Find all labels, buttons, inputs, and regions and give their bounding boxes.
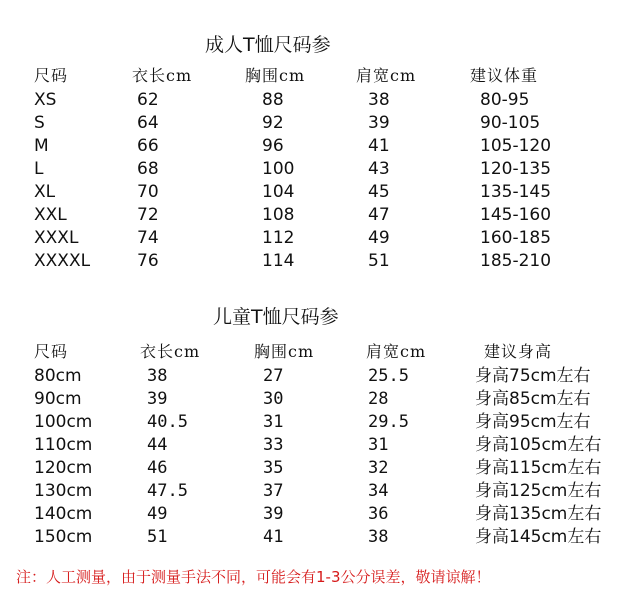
shoulder-cell: 32 [368, 458, 389, 478]
shoulder-cell: 39 [368, 113, 390, 133]
adult-row [0, 112, 620, 134]
length-cell: 49 [147, 504, 168, 524]
chest-cell: 104 [262, 182, 295, 202]
size-cell: L [34, 159, 44, 179]
chest-cell: 112 [262, 228, 295, 248]
size-cell: 110cm [34, 435, 93, 455]
shoulder-cell: 28 [368, 389, 389, 409]
adult-header-weight: 建议体重 [470, 66, 539, 85]
length-cell: 39 [147, 389, 168, 409]
adult-row [0, 89, 620, 111]
chest-cell: 27 [263, 366, 284, 386]
size-cell: 80cm [34, 366, 82, 386]
adult-row [0, 204, 620, 226]
shoulder-cell: 38 [368, 527, 389, 547]
size-cell: 120cm [34, 458, 93, 478]
chest-cell: 88 [262, 90, 284, 110]
size-cell: XS [34, 90, 57, 110]
chest-cell: 31 [263, 412, 284, 432]
height-cell: 身高135cm左右 [475, 504, 602, 524]
chest-cell: 41 [263, 527, 284, 547]
size-cell: M [34, 136, 49, 156]
shoulder-cell: 34 [368, 481, 389, 501]
child-row [0, 434, 620, 456]
chest-cell: 39 [263, 504, 284, 524]
length-cell: 72 [137, 205, 159, 225]
child-row [0, 503, 620, 525]
child-header-shoulder: 肩宽cm [366, 342, 427, 361]
length-cell: 74 [137, 228, 159, 248]
child-header-height: 建议身高 [484, 342, 553, 361]
shoulder-cell: 45 [368, 182, 390, 202]
length-cell: 47.5 [147, 481, 188, 501]
weight-cell: 90-105 [480, 113, 541, 133]
measurement-note: 注：人工测量，由于测量手法不同，可能会有1-3公分误差，敬请谅解！ [16, 568, 491, 586]
length-cell: 51 [147, 527, 168, 547]
shoulder-cell: 47 [368, 205, 390, 225]
shoulder-cell: 25.5 [368, 366, 409, 386]
height-cell: 身高115cm左右 [475, 458, 602, 478]
shoulder-cell: 43 [368, 159, 390, 179]
size-cell: 140cm [34, 504, 93, 524]
adult-header-shoulder: 肩宽cm [356, 66, 417, 85]
height-cell: 身高125cm左右 [475, 481, 602, 501]
child-row [0, 526, 620, 548]
weight-cell: 80-95 [480, 90, 530, 110]
length-cell: 38 [147, 366, 168, 386]
adult-header-chest: 胸围cm [245, 66, 306, 85]
shoulder-cell: 29.5 [368, 412, 409, 432]
size-cell: S [34, 113, 45, 133]
adult-row [0, 135, 620, 157]
size-cell: XXL [34, 205, 67, 225]
chest-cell: 108 [262, 205, 295, 225]
adult-row [0, 250, 620, 272]
length-cell: 70 [137, 182, 159, 202]
child-header-length: 衣长cm [140, 342, 201, 361]
weight-cell: 185-210 [480, 251, 552, 271]
child-header-row [0, 341, 620, 363]
chest-cell: 114 [262, 251, 295, 271]
shoulder-cell: 38 [368, 90, 390, 110]
child-size-title: 儿童T恤尺码参 [213, 306, 339, 328]
size-cell: 90cm [34, 389, 82, 409]
height-cell: 身高85cm左右 [475, 389, 591, 409]
adult-header-length: 衣长cm [132, 66, 193, 85]
chest-cell: 100 [262, 159, 295, 179]
shoulder-cell: 36 [368, 504, 389, 524]
weight-cell: 120-135 [480, 159, 552, 179]
size-cell: 130cm [34, 481, 93, 501]
shoulder-cell: 31 [368, 435, 389, 455]
weight-cell: 145-160 [480, 205, 552, 225]
shoulder-cell: 41 [368, 136, 390, 156]
length-cell: 40.5 [147, 412, 188, 432]
child-header-size: 尺码 [34, 342, 69, 361]
shoulder-cell: 51 [368, 251, 390, 271]
child-row [0, 457, 620, 479]
size-cell: 100cm [34, 412, 93, 432]
length-cell: 62 [137, 90, 159, 110]
child-row [0, 411, 620, 433]
length-cell: 66 [137, 136, 159, 156]
height-cell: 身高105cm左右 [475, 435, 602, 455]
size-cell: XL [34, 182, 56, 202]
adult-size-title: 成人T恤尺码参 [205, 34, 331, 56]
chest-cell: 37 [263, 481, 284, 501]
chest-cell: 35 [263, 458, 284, 478]
adult-header-size: 尺码 [34, 66, 69, 85]
length-cell: 46 [147, 458, 168, 478]
adult-row [0, 227, 620, 249]
child-row [0, 388, 620, 410]
weight-cell: 135-145 [480, 182, 552, 202]
child-row [0, 365, 620, 387]
adult-row [0, 158, 620, 180]
size-cell: 150cm [34, 527, 93, 547]
weight-cell: 105-120 [480, 136, 552, 156]
chest-cell: 33 [263, 435, 284, 455]
weight-cell: 160-185 [480, 228, 552, 248]
length-cell: 76 [137, 251, 159, 271]
child-row [0, 480, 620, 502]
size-cell: XXXXL [34, 251, 91, 271]
shoulder-cell: 49 [368, 228, 390, 248]
height-cell: 身高75cm左右 [475, 366, 591, 386]
height-cell: 身高95cm左右 [475, 412, 591, 432]
length-cell: 68 [137, 159, 159, 179]
size-cell: XXXL [34, 228, 79, 248]
height-cell: 身高145cm左右 [475, 527, 602, 547]
child-header-chest: 胸围cm [254, 342, 315, 361]
length-cell: 44 [147, 435, 168, 455]
adult-row [0, 181, 620, 203]
chest-cell: 92 [262, 113, 284, 133]
chest-cell: 96 [262, 136, 284, 156]
adult-header-row [0, 65, 620, 87]
chest-cell: 30 [263, 389, 284, 409]
length-cell: 64 [137, 113, 159, 133]
